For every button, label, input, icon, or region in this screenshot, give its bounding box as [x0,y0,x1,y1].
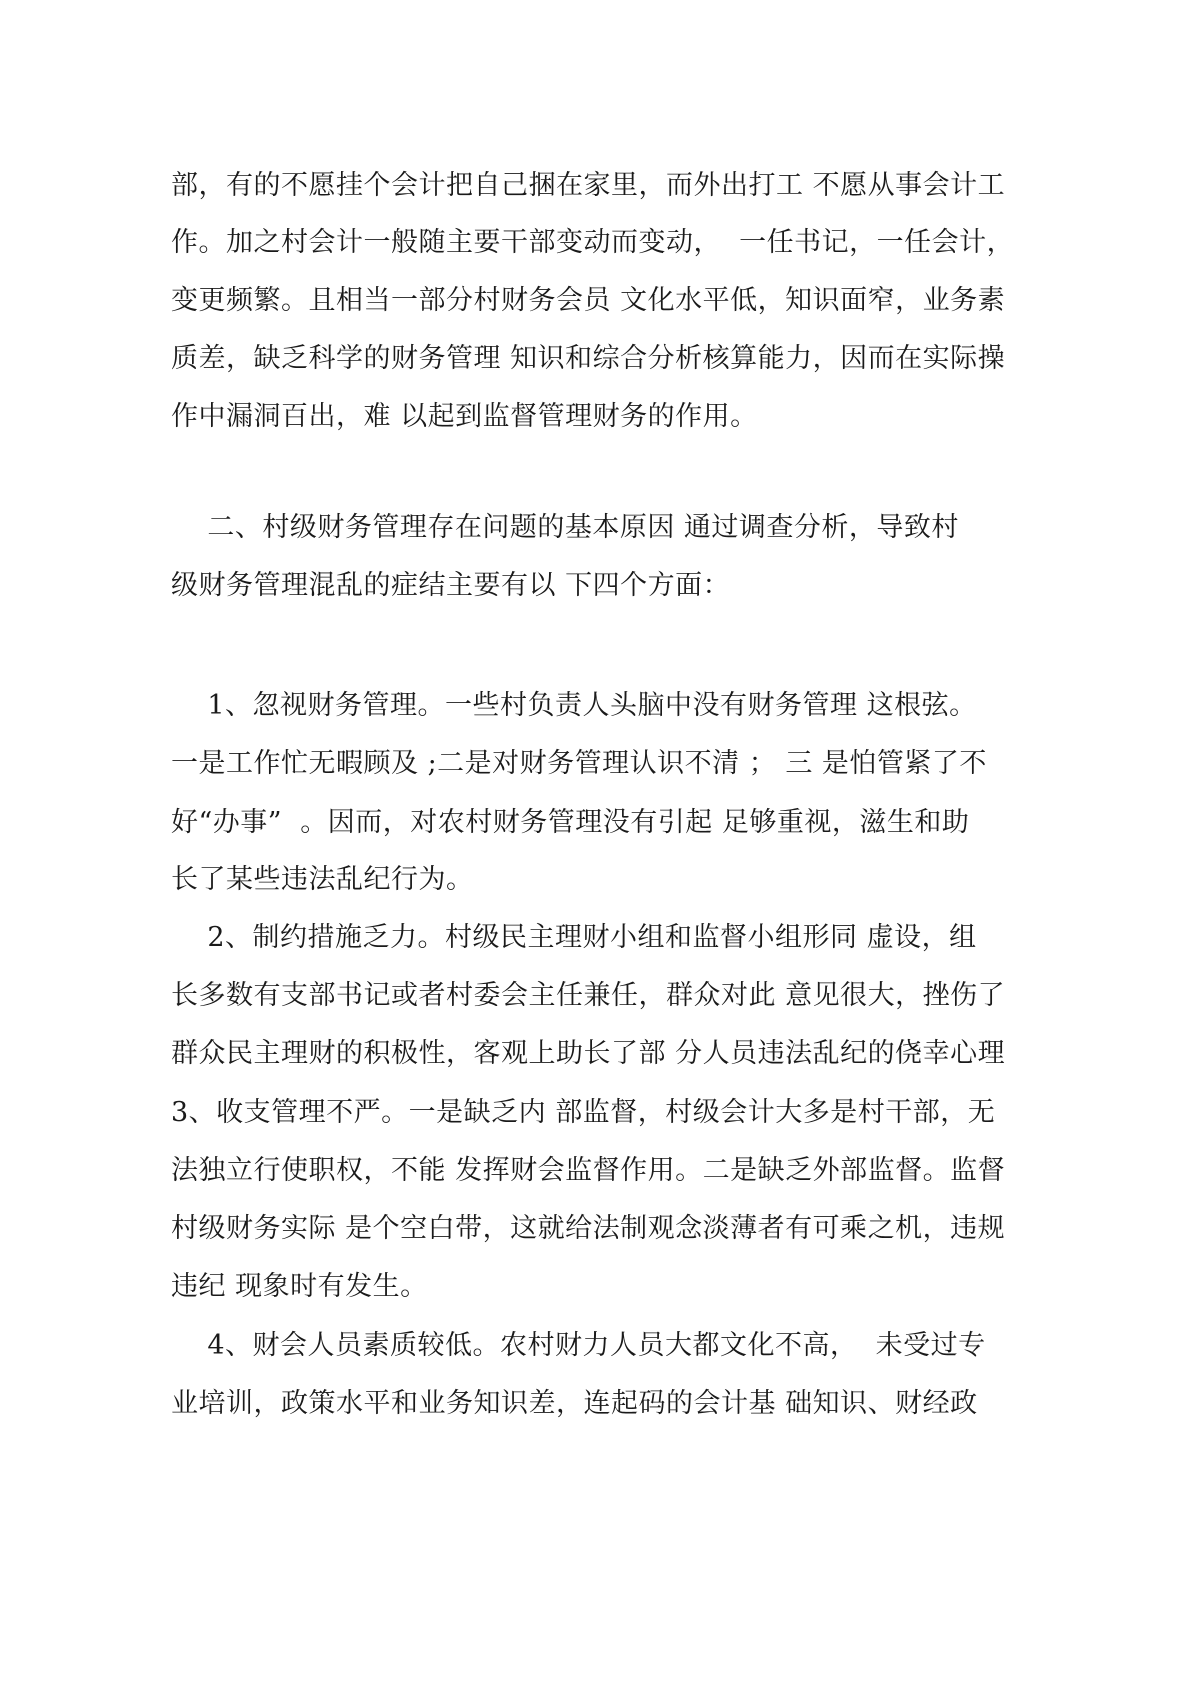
text-line: 1、忽视财务管理。一些村负责人头脑中没有财务管理 这根弦。 [171,690,977,721]
text-line: 作中漏洞百出，难 以起到监督管理财务的作用。 [171,401,758,432]
text-line: 法独立行使职权，不能 发挥财会监督作用。二是缺乏外部监督。监督 [171,1155,1006,1186]
text-line: 长多数有支部书记或者村委会主任兼任，群众对此 意见很大，挫伤了 [171,980,1006,1011]
text-line: 村级财务实际 是个空白带，这就给法制观念淡薄者有可乘之机，违规 [171,1213,1006,1244]
text-line: 长了某些违法乱纪行为。 [171,864,474,895]
text-line: 好“办事” 。因而，对农村财务管理没有引起 足够重视，滋生和助 [171,807,970,838]
section-heading-line: 二、村级财务管理存在问题的基本原因 通过调查分析，导致村 [171,512,959,543]
text-line: 业培训，政策水平和业务知识差，连起码的会计基 础知识、财经政 [171,1388,978,1419]
text-line: 级财务管理混乱的症结主要有以 下四个方面： [171,570,731,601]
text-line: 违纪 现象时有发生。 [171,1271,428,1302]
text-line: 3、收支管理不严。一是缺乏内 部监督，村级会计大多是村干部，无 [171,1097,996,1128]
text-line: 作。加之村会计一般随主要干部变动而变动， 一任书记，一任会计， [171,227,1015,258]
text-line: 群众民主理财的积极性，客观上助长了部 分人员违法乱纪的侥幸心理 [171,1038,1006,1069]
text-line: 部，有的不愿挂个会计把自己捆在家里，而外出打工 不愿从事会计工 [171,170,1006,201]
text-line: 质差，缺乏科学的财务管理 知识和综合分析核算能力，因而在实际操 [171,343,1006,374]
text-line: 2、制约措施乏力。村级民主理财小组和监督小组形同 虚设，组 [171,922,977,953]
text-line: 一是工作忙无暇顾及 ;二是对财务管理认识不清 ； 三 是怕管紧了不 [171,748,987,779]
text-line: 4、财会人员素质较低。农村财力人员大都文化不高， 未受过专 [171,1330,986,1361]
text-line: 变更频繁。且相当一部分村财务会员 文化水平低，知识面窄，业务素 [171,285,1006,316]
